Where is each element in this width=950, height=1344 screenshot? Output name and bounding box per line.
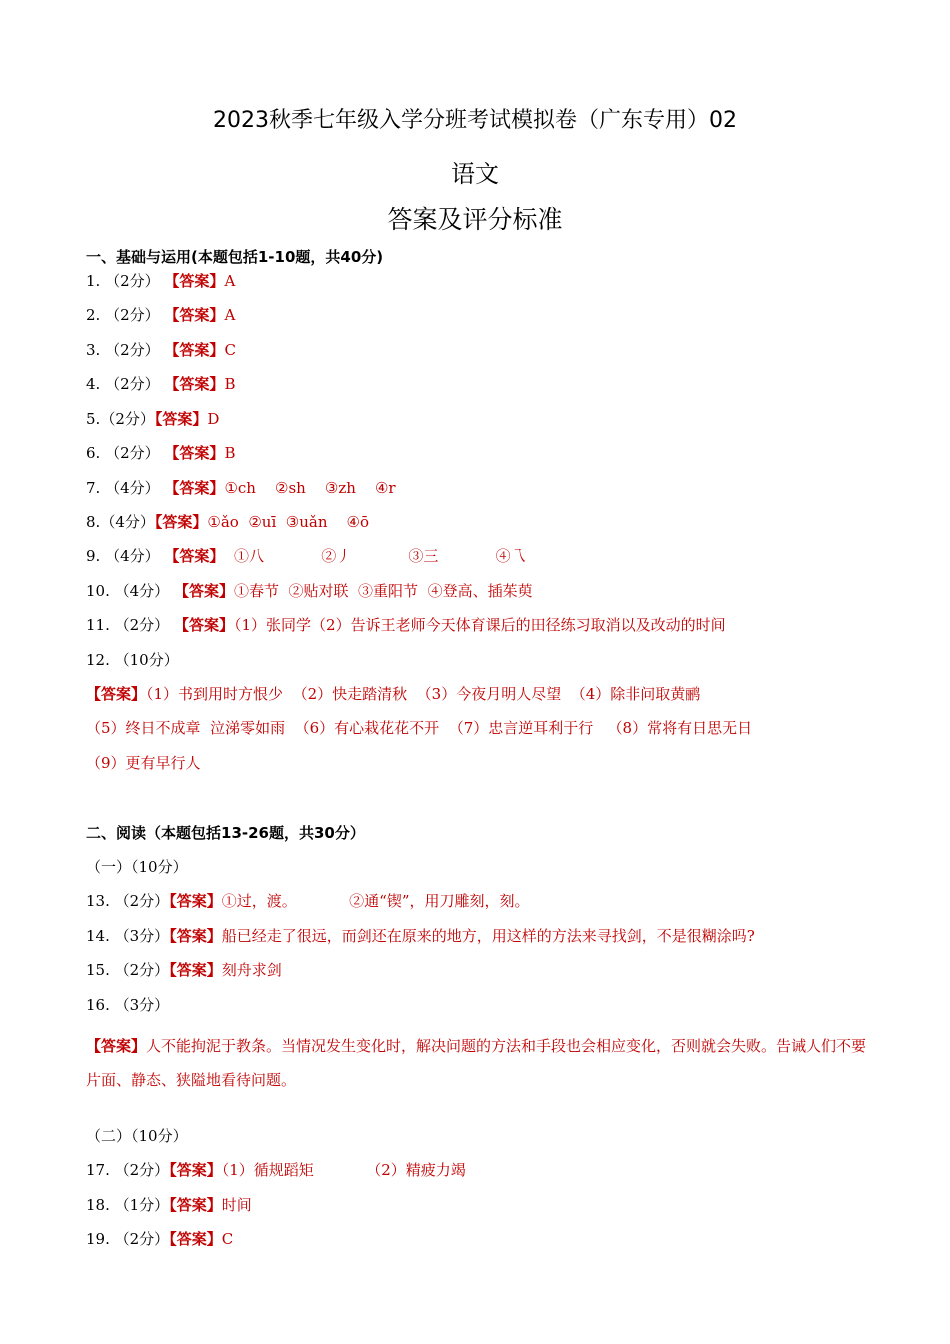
question-score: （2分） bbox=[105, 375, 160, 393]
answer-12-line-2 bbox=[86, 718, 752, 738]
answer-text: 人不能拘泥于教条。当情况发生变化时，解决问题的方法和手段也会相应变化，否则就会失败。告诫人们不要片面、静态、狭隘地看待问题。 bbox=[86, 1037, 867, 1089]
answer-text: ①ch ②sh ③zh ④r bbox=[224, 479, 396, 497]
answer-text: B bbox=[224, 375, 236, 393]
question-number: 16. bbox=[86, 996, 110, 1014]
question-number: 12. bbox=[86, 651, 110, 669]
answer-row-10 bbox=[86, 581, 533, 601]
answer-row-6 bbox=[86, 443, 235, 463]
answer-text: 时间 bbox=[221, 1196, 252, 1214]
answer-text: ①过，渡。 ②通“锲”，用刀雕刻，刻。 bbox=[221, 892, 530, 910]
question-score: （2分） bbox=[114, 1230, 170, 1248]
part-2-label: （二）（10分） bbox=[86, 1127, 188, 1145]
answer-text: ①春节 ②贴对联 ③重阳节 ④登高、插茱萸 bbox=[233, 582, 533, 600]
question-score: （4分） bbox=[105, 479, 160, 497]
question-score: （4分） bbox=[100, 513, 155, 531]
answer-row-4 bbox=[86, 374, 235, 394]
answer-row-13 bbox=[86, 891, 530, 911]
answer-text: A bbox=[224, 306, 236, 324]
question-number: 5. bbox=[86, 410, 101, 428]
answer-16-text bbox=[86, 1029, 876, 1097]
answer-tag: 【答案】 bbox=[164, 479, 225, 497]
answer-row-17 bbox=[86, 1160, 466, 1180]
question-number: 18. bbox=[86, 1196, 110, 1214]
answer-tag: 【答案】 bbox=[169, 961, 222, 979]
question-number: 7. bbox=[86, 479, 101, 497]
subject-title: 语文 bbox=[451, 160, 499, 188]
answer-tag: 【答案】 bbox=[164, 341, 225, 359]
answer-tag: 【答案】 bbox=[169, 1230, 222, 1248]
answer-tag: 【答案】 bbox=[86, 685, 147, 703]
answer-text: C bbox=[224, 341, 236, 359]
answer-tag: 【答案】 bbox=[164, 547, 225, 565]
question-number: 10. bbox=[86, 582, 110, 600]
question-score: （2分） bbox=[105, 444, 160, 462]
question-number: 2. bbox=[86, 306, 101, 324]
question-score: （3分） bbox=[114, 996, 170, 1014]
answer-tag: 【答案】 bbox=[173, 616, 234, 634]
answer-tag: 【答案】 bbox=[154, 410, 208, 428]
question-number: 4. bbox=[86, 375, 101, 393]
answer-text: ①ǎo ②uī ③uǎn ④ō bbox=[207, 513, 370, 531]
question-score: （10分） bbox=[114, 651, 179, 669]
answer-row-7 bbox=[86, 478, 396, 498]
answer-text: B bbox=[224, 444, 236, 462]
question-score: （2分） bbox=[114, 892, 170, 910]
answer-tag: 【答案】 bbox=[169, 1161, 222, 1179]
answer-tag: 【答案】 bbox=[173, 582, 234, 600]
answer-text: C bbox=[221, 1230, 234, 1248]
answer-row-14 bbox=[86, 926, 755, 946]
answer-12-line-3 bbox=[86, 753, 201, 773]
answer-text: （1）书到用时方恨少 （2）快走踏清秋 （3）今夜月明人尽望 （4）除非问取黄鹂 bbox=[146, 685, 701, 703]
answer-text: 刻舟求剑 bbox=[221, 961, 282, 979]
answer-tag: 【答案】 bbox=[169, 1196, 222, 1214]
answer-tag: 【答案】 bbox=[86, 1037, 147, 1055]
answer-text: D bbox=[207, 410, 220, 428]
question-score: （2分） bbox=[105, 306, 160, 324]
question-score: （2分） bbox=[100, 410, 155, 428]
answer-12-line-1 bbox=[86, 684, 700, 704]
question-number: 14. bbox=[86, 927, 110, 945]
section-1-heading: 一、基础与运用(本题包括1-10题，共40分) bbox=[86, 248, 384, 266]
question-number: 15. bbox=[86, 961, 110, 979]
answer-text: （1）循规蹈矩 （2）精疲力竭 bbox=[221, 1161, 466, 1179]
question-number: 13. bbox=[86, 892, 110, 910]
question-score: （2分） bbox=[105, 272, 160, 290]
question-number: 3. bbox=[86, 341, 101, 359]
question-score: （3分） bbox=[114, 927, 170, 945]
answer-row-18 bbox=[86, 1195, 252, 1215]
answer-row-5 bbox=[86, 409, 219, 429]
question-number: 19. bbox=[86, 1230, 110, 1248]
question-score: （2分） bbox=[114, 961, 170, 979]
question-score: （2分） bbox=[114, 616, 170, 634]
question-number: 8. bbox=[86, 513, 101, 531]
answer-tag: 【答案】 bbox=[164, 272, 225, 290]
answer-text: ①八 ②丿 ③三 ④乁 bbox=[224, 547, 526, 565]
question-score: （2分） bbox=[105, 341, 160, 359]
answer-tag: 【答案】 bbox=[164, 444, 225, 462]
question-number: 17. bbox=[86, 1161, 110, 1179]
answer-row-11 bbox=[86, 615, 726, 635]
question-number: 11. bbox=[86, 616, 110, 634]
answer-row-15 bbox=[86, 960, 282, 980]
answer-tag: 【答案】 bbox=[164, 306, 225, 324]
question-score: （1分） bbox=[114, 1196, 170, 1214]
answer-tag: 【答案】 bbox=[169, 927, 222, 945]
answer-row-16 bbox=[86, 995, 169, 1015]
question-score: （4分） bbox=[105, 547, 160, 565]
question-score: （4分） bbox=[114, 582, 170, 600]
answer-row-8 bbox=[86, 512, 369, 532]
answer-tag: 【答案】 bbox=[164, 375, 225, 393]
answer-row-12 bbox=[86, 650, 179, 670]
answer-row-9 bbox=[86, 546, 526, 566]
part-1-label: （一）（10分） bbox=[86, 858, 188, 876]
answer-row-3 bbox=[86, 340, 236, 360]
answer-row-2 bbox=[86, 305, 235, 325]
answer-text: （1）张同学（2）告诉王老师今天体育课后的田径练习取消以及改动的时间 bbox=[233, 616, 726, 634]
answer-key-title: 答案及评分标准 bbox=[387, 205, 563, 234]
question-number: 6. bbox=[86, 444, 101, 462]
answer-row-1 bbox=[86, 271, 235, 291]
answer-tag: 【答案】 bbox=[154, 513, 208, 531]
question-number: 1. bbox=[86, 272, 101, 290]
answer-text: （5）终日不成章 泣涕零如雨 （6）有心栽花花不开 （7）忠言逆耳利于行 （8）常将有日思无日 bbox=[86, 719, 753, 737]
answer-tag: 【答案】 bbox=[169, 892, 222, 910]
answer-text: （9）更有早行人 bbox=[86, 754, 201, 772]
answer-text: A bbox=[224, 272, 236, 290]
answer-row-19 bbox=[86, 1229, 233, 1249]
section-2-heading: 二、阅读（本题包括13-26题，共30分） bbox=[86, 824, 365, 842]
document-title: 2023秋季七年级入学分班考试模拟卷（广东专用）02 bbox=[213, 108, 737, 133]
answer-text: 船已经走了很远，而剑还在原来的地方，用这样的方法来寻找剑，不是很糊涂吗? bbox=[221, 927, 755, 945]
question-score: （2分） bbox=[114, 1161, 170, 1179]
question-number: 9. bbox=[86, 547, 101, 565]
